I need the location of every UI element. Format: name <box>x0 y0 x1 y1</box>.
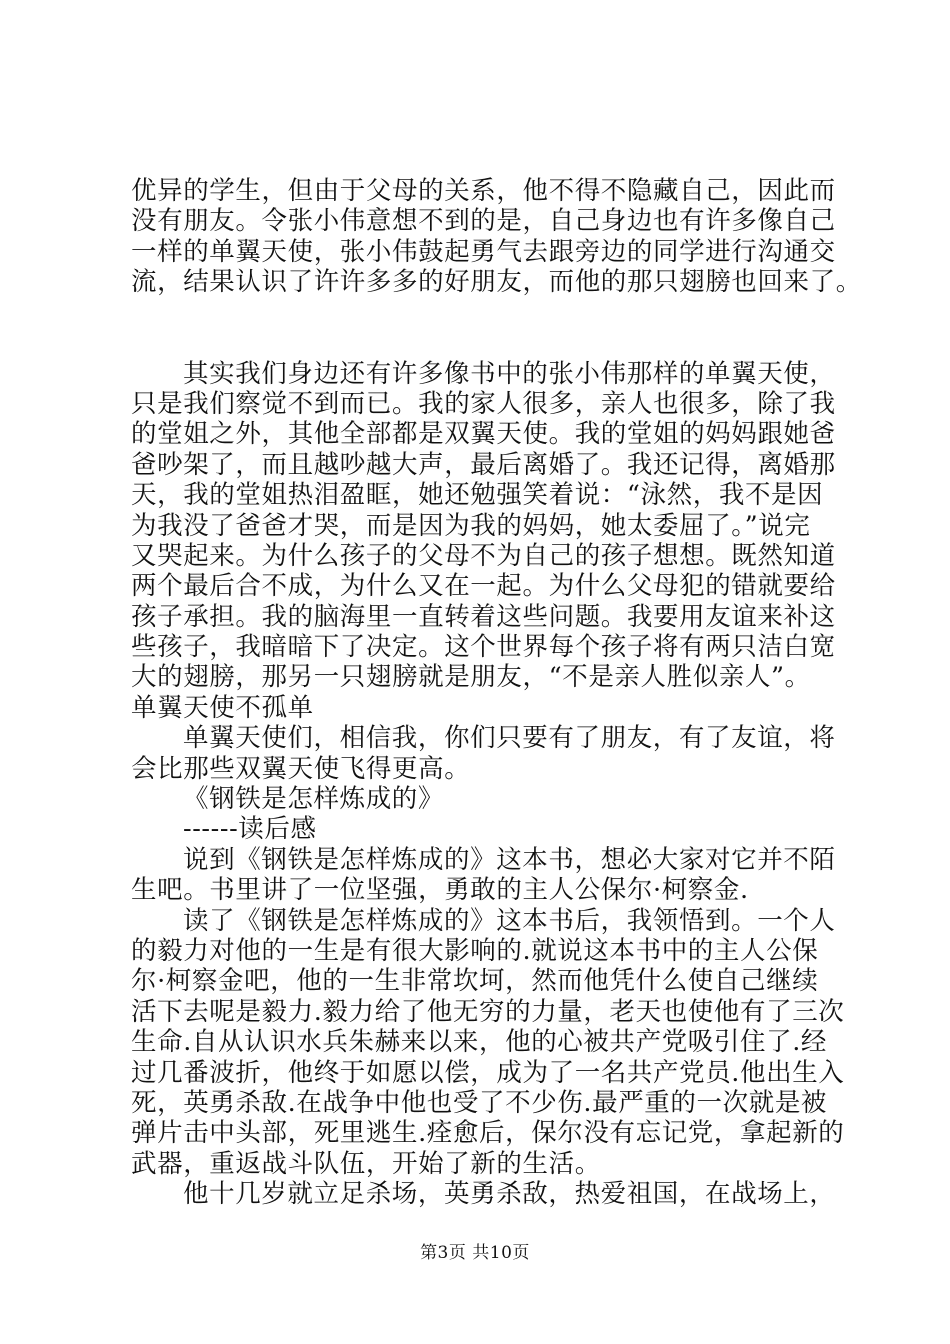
page-number-footer: 第3页 共10页 <box>420 1243 530 1263</box>
text-line: 过几番波折，他终于如愿以偿，成为了一名共产党员.他出生入 <box>131 1057 845 1088</box>
text-line: 弹片击中头部，死里逃生.痊愈后，保尔没有忘记党，拿起新的 <box>131 1118 845 1149</box>
text-line: 单翼天使不孤单 <box>131 692 314 723</box>
text-line: 尔·柯察金吧，他的一生非常坎坷，然而他凭什么使自己继续 <box>131 966 819 997</box>
text-line: 爸吵架了，而且越吵越大声，最后离婚了。我还记得，离婚那 <box>131 449 836 480</box>
document-body <box>131 176 862 1210</box>
text-line: 读了《钢铁是怎样炼成的》这本书后，我领悟到。一个人 <box>183 905 836 936</box>
book-title: 《钢铁是怎样炼成的》 <box>183 784 445 815</box>
text-line: 大的翅膀，那另一只翅膀就是朋友，“不是亲人胜似亲人”。 <box>131 662 811 693</box>
text-line: 单翼天使们，相信我，你们只要有了朋友，有了友谊，将 <box>183 723 836 754</box>
text-line: 一样的单翼天使，张小伟鼓起勇气去跟旁边的同学进行沟通交 <box>131 236 836 267</box>
text-line: 他十几岁就立足杀场，英勇杀敌，热爱祖国，在战场上， <box>183 1179 836 1210</box>
text-line: 只是我们察觉不到而已。我的家人很多，亲人也很多，除了我 <box>131 388 836 419</box>
text-line: 孩子承担。我的脑海里一直转着这些问题。我要用友谊来补这 <box>131 601 836 632</box>
text-line: 生吧。书里讲了一位坚强，勇敢的主人公保尔·柯察金. <box>131 875 749 906</box>
subtitle: ------读后感 <box>183 814 317 845</box>
text-line: 些孩子，我暗暗下了决定。这个世界每个孩子将有两只洁白宽 <box>131 632 836 663</box>
text-line: 为我没了爸爸才哭，而是因为我的妈妈，她太委屈了。”说完 <box>131 510 811 541</box>
text-line: 说到《钢铁是怎样炼成的》这本书，想必大家对它并不陌 <box>183 844 836 875</box>
text-line: 生命.自从认识水兵朱赫来以来，他的心被共产党吸引住了.经 <box>131 1027 828 1058</box>
text-line: 又哭起来。为什么孩子的父母不为自己的孩子想想。既然知道 <box>131 540 836 571</box>
text-line: 会比那些双翼天使飞得更高。 <box>131 753 471 784</box>
text-line: 死，英勇杀敌.在战争中他也受了不少伤.最严重的一次就是被 <box>131 1087 828 1118</box>
text-line: 天，我的堂姐热泪盈眶，她还勉强笑着说：“泳然，我不是因 <box>131 480 824 511</box>
text-line: 没有朋友。令张小伟意想不到的是，自己身边也有许多像自己 <box>131 206 836 237</box>
text-line: 其实我们身边还有许多像书中的张小伟那样的单翼天使， <box>183 358 836 389</box>
text-line: 的堂姐之外，其他全部都是双翼天使。我的堂姐的妈妈跟她爸 <box>131 419 836 450</box>
text-line: 武器，重返战斗队伍，开始了新的生活。 <box>131 1148 601 1179</box>
paragraph-gap <box>131 298 851 359</box>
text-line: 的毅力对他的一生是有很大影响的.就说这本书中的主人公保 <box>131 935 819 966</box>
text-line: 优异的学生，但由于父母的关系，他不得不隐藏自己，因此而 <box>131 176 836 206</box>
text-line: 两个最后合不成，为什么又在一起。为什么父母犯的错就要给 <box>131 571 836 602</box>
text-line: 活下去呢是毅力.毅力给了他无穷的力量，老天也使他有了三次 <box>131 996 845 1027</box>
text-line: 流，结果认识了许许多多的好朋友，而他的那只翅膀也回来了。 <box>131 267 862 298</box>
